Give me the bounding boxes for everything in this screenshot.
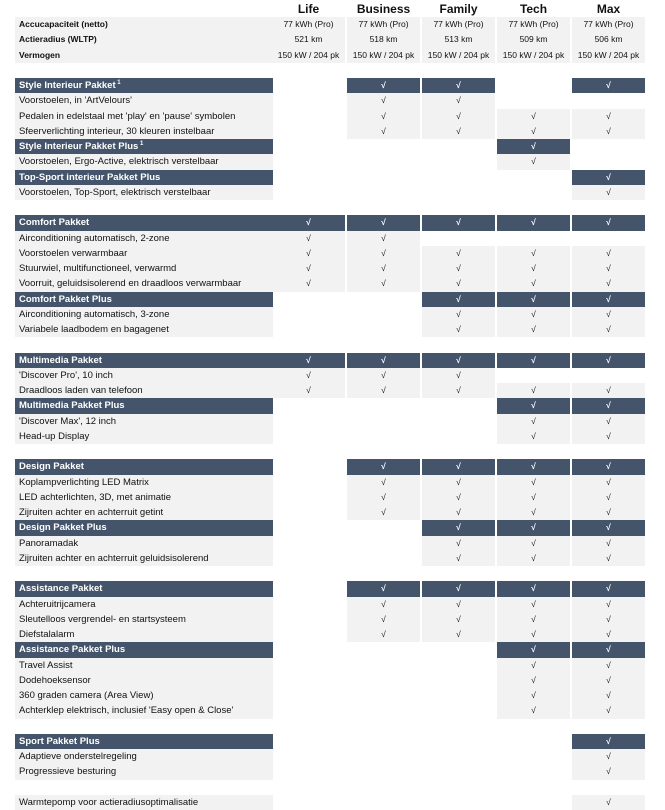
spacer	[15, 444, 665, 459]
spec-value: 518 km	[347, 32, 420, 47]
spec-value: 150 kW / 204 pk	[572, 48, 645, 63]
row-label-text: Sport Pakket Plus	[19, 735, 100, 747]
check-cell: √	[347, 231, 420, 246]
feature-row	[15, 688, 665, 703]
feature-row	[15, 795, 665, 810]
check-cell: √	[272, 353, 345, 368]
row-label	[15, 703, 273, 718]
package-row	[15, 292, 665, 307]
check-cell: √	[572, 597, 645, 612]
feature-row	[15, 612, 665, 627]
check-cell: √	[347, 215, 420, 230]
footnote-marker: 1	[138, 140, 144, 147]
feature-row	[15, 658, 665, 673]
row-label	[15, 688, 273, 703]
check-cell: √	[497, 597, 570, 612]
row-label	[15, 429, 273, 444]
row-label-text: Pedalen in edelstaal met 'play' en 'pause' symbolen	[19, 110, 236, 122]
spacer	[15, 780, 665, 795]
check-cell: √	[572, 627, 645, 642]
package-name	[15, 642, 273, 657]
check-cell: √	[497, 536, 570, 551]
check-cell: √	[422, 612, 495, 627]
feature-row	[15, 764, 665, 779]
package-row	[15, 78, 665, 93]
footnote-marker: 1	[115, 79, 121, 86]
check-cell: √	[497, 612, 570, 627]
row-label	[15, 124, 273, 139]
package-row	[15, 139, 665, 154]
row-label-text: Top-Sport interieur Pakket Plus	[19, 171, 161, 183]
check-cell: √	[572, 215, 645, 230]
spacer	[15, 63, 665, 78]
check-cell: √	[572, 276, 645, 291]
check-cell: √	[347, 246, 420, 261]
row-label-text: Zijruiten achter en achterruit getint	[19, 507, 164, 518]
row-label-text: Sleutelloos vergrendel- en startsysteem	[19, 613, 186, 625]
check-cell: √	[272, 276, 345, 291]
check-cell: √	[422, 475, 495, 490]
row-label-text: Multimedia Pakket	[19, 354, 102, 366]
check-cell: √	[347, 276, 420, 291]
row-label-text: Travel Assist	[19, 659, 73, 671]
feature-row	[15, 551, 665, 566]
check-cell: √	[422, 276, 495, 291]
column-header-business: Business	[356, 2, 411, 16]
check-cell: √	[347, 93, 420, 108]
check-cell: √	[497, 688, 570, 703]
check-cell: √	[422, 322, 495, 337]
check-cell: √	[572, 536, 645, 551]
row-label-text: Multimedia Pakket Plus	[19, 400, 125, 412]
package-name	[15, 581, 273, 596]
check-cell: √	[497, 139, 570, 154]
row-label-text: Style Interieur Pakket Plus	[19, 141, 139, 152]
row-label-text: Airconditioning automatisch, 2-zone	[19, 232, 170, 244]
row-label	[15, 612, 273, 627]
spec-value: 77 kWh (Pro)	[347, 17, 420, 32]
spec-value: 150 kW / 204 pk	[347, 48, 420, 63]
feature-row	[15, 475, 665, 490]
check-cell: √	[497, 459, 570, 474]
check-cell: √	[497, 703, 570, 718]
check-cell: √	[497, 490, 570, 505]
check-cell: √	[422, 124, 495, 139]
check-cell: √	[497, 551, 570, 566]
feature-row	[15, 322, 665, 337]
row-label	[15, 597, 273, 612]
row-label	[15, 185, 273, 200]
row-label	[15, 764, 273, 779]
check-cell: √	[422, 551, 495, 566]
row-label-text: Vermogen	[19, 49, 61, 60]
row-label	[15, 276, 273, 291]
check-cell: √	[497, 581, 570, 596]
check-cell: √	[347, 597, 420, 612]
check-cell: √	[272, 261, 345, 276]
check-cell: √	[422, 627, 495, 642]
row-label	[15, 261, 273, 276]
row-label-text: Head-up Display	[19, 430, 90, 442]
check-cell: √	[572, 78, 645, 93]
check-cell: √	[347, 581, 420, 596]
check-cell: √	[572, 124, 645, 139]
spec-value: 509 km	[497, 32, 570, 47]
check-cell: √	[572, 505, 645, 520]
check-cell: √	[572, 109, 645, 124]
check-cell: √	[422, 581, 495, 596]
package-name	[15, 353, 273, 368]
row-label	[15, 490, 273, 505]
check-cell: √	[422, 78, 495, 93]
check-cell: √	[572, 581, 645, 596]
row-label	[15, 48, 273, 63]
package-row	[15, 642, 665, 657]
row-label-text: Stuurwiel, multifunctioneel, verwarmd	[19, 263, 177, 274]
feature-row	[15, 185, 665, 200]
spec-value: 77 kWh (Pro)	[422, 17, 495, 32]
check-cell: √	[572, 612, 645, 627]
row-label-text: Voorstoelen, Ergo-Active, elektrisch verstelbaar	[19, 156, 219, 168]
row-label	[15, 749, 273, 764]
row-label-text: 'Discover Max', 12 inch	[19, 415, 117, 427]
spec-value: 521 km	[272, 32, 345, 47]
feature-row	[15, 276, 665, 291]
check-cell: √	[422, 353, 495, 368]
row-label-text: Panoramadak	[19, 537, 79, 549]
feature-row	[15, 536, 665, 551]
spec-value: 77 kWh (Pro)	[497, 17, 570, 32]
column-header-life: Life	[297, 2, 320, 16]
spec-row	[15, 17, 665, 32]
check-cell: √	[347, 505, 420, 520]
column-header	[0, 0, 665, 16]
row-label-text: 'Discover Pro', 10 inch	[19, 369, 113, 381]
spec-value: 506 km	[572, 32, 645, 47]
check-cell: √	[497, 276, 570, 291]
package-name	[15, 139, 273, 154]
check-cell: √	[572, 383, 645, 398]
package-name	[15, 292, 273, 307]
check-cell: √	[572, 658, 645, 673]
check-cell: √	[422, 505, 495, 520]
check-cell: √	[572, 398, 645, 413]
check-cell: √	[347, 353, 420, 368]
check-cell: √	[347, 459, 420, 474]
feature-row	[15, 307, 665, 322]
row-label	[15, 795, 273, 810]
check-cell: √	[422, 520, 495, 535]
check-cell: √	[572, 673, 645, 688]
check-cell: √	[272, 231, 345, 246]
row-label-text: Design Pakket Plus	[19, 522, 107, 534]
feature-row	[15, 627, 665, 642]
feature-row	[15, 505, 665, 520]
feature-row	[15, 383, 665, 398]
feature-row	[15, 93, 665, 108]
row-label-text: Diefstalalarm	[19, 629, 75, 640]
row-label-text: Assistance Pakket Plus	[19, 644, 126, 656]
check-cell: √	[572, 642, 645, 657]
row-label	[15, 322, 273, 337]
check-cell: √	[422, 536, 495, 551]
check-cell: √	[272, 215, 345, 230]
row-label-text: Voorruit, geluidsisolerend en draadloos verwarmbaar	[19, 278, 242, 290]
spec-value: 77 kWh (Pro)	[272, 17, 345, 32]
check-cell: √	[497, 124, 570, 139]
row-label-text: Achteruitrijcamera	[19, 598, 96, 610]
check-cell: √	[572, 170, 645, 185]
check-cell: √	[347, 475, 420, 490]
check-cell: √	[497, 642, 570, 657]
feature-row	[15, 261, 665, 276]
check-cell: √	[422, 383, 495, 398]
check-cell: √	[497, 353, 570, 368]
package-row	[15, 353, 665, 368]
check-cell: √	[422, 459, 495, 474]
check-cell: √	[422, 597, 495, 612]
package-row	[15, 734, 665, 749]
row-label	[15, 505, 273, 520]
row-label-text: Airconditioning automatisch, 3-zone	[19, 308, 170, 320]
check-cell: √	[497, 627, 570, 642]
check-cell: √	[347, 368, 420, 383]
row-label-text: Comfort Pakket Plus	[19, 293, 112, 305]
check-cell: √	[422, 215, 495, 230]
feature-row	[15, 749, 665, 764]
spec-value: 150 kW / 204 pk	[497, 48, 570, 63]
check-cell: √	[497, 292, 570, 307]
check-cell: √	[572, 749, 645, 764]
row-label-text: Design Pakket	[19, 461, 84, 473]
row-label-text: Draadloos laden van telefoon	[19, 385, 143, 396]
spec-value: 150 kW / 204 pk	[272, 48, 345, 63]
row-label	[15, 109, 273, 124]
feature-row	[15, 597, 665, 612]
check-cell: √	[347, 78, 420, 93]
row-label	[15, 368, 273, 383]
check-cell: √	[497, 429, 570, 444]
row-label-text: LED achterlichten, 3D, met animatie	[19, 491, 172, 503]
row-label-text: Koplampverlichting LED Matrix	[19, 476, 149, 488]
row-label	[15, 154, 273, 169]
row-label-text: Actieradius (WLTP)	[19, 34, 97, 45]
row-label-text: Progressieve besturing	[19, 766, 117, 778]
feature-row	[15, 154, 665, 169]
feature-row	[15, 429, 665, 444]
check-cell: √	[497, 322, 570, 337]
check-cell: √	[572, 490, 645, 505]
check-cell: √	[572, 246, 645, 261]
check-cell: √	[572, 551, 645, 566]
row-label	[15, 32, 273, 47]
row-label	[15, 414, 273, 429]
check-cell: √	[347, 124, 420, 139]
row-label-text: Dodehoeksensor	[19, 674, 91, 686]
check-cell: √	[572, 475, 645, 490]
check-cell: √	[572, 322, 645, 337]
check-cell: √	[422, 307, 495, 322]
check-cell: √	[572, 520, 645, 535]
check-cell: √	[572, 185, 645, 200]
row-label-text: Voorstoelen, Top-Sport, elektrisch verstelbaar	[19, 186, 211, 198]
row-label-text: Sfeerverlichting interieur, 30 kleuren instelbaar	[19, 125, 215, 137]
check-cell: √	[347, 490, 420, 505]
spacer	[15, 200, 665, 215]
row-label	[15, 673, 273, 688]
package-row	[15, 459, 665, 474]
check-cell: √	[497, 475, 570, 490]
check-cell: √	[422, 368, 495, 383]
check-cell: √	[497, 383, 570, 398]
options-table	[15, 17, 665, 810]
spec-value: 513 km	[422, 32, 495, 47]
package-name	[15, 734, 273, 749]
row-label	[15, 93, 273, 108]
check-cell: √	[572, 292, 645, 307]
spacer	[15, 566, 665, 581]
row-label-text: Variabele laadbodem en bagagenet	[19, 324, 169, 335]
row-label-text: Style Interieur Pakket	[19, 80, 116, 91]
check-cell: √	[497, 215, 570, 230]
feature-row	[15, 124, 665, 139]
package-row	[15, 581, 665, 596]
check-cell: √	[572, 429, 645, 444]
feature-row	[15, 414, 665, 429]
spec-row	[15, 48, 665, 63]
package-row	[15, 398, 665, 413]
spec-row	[15, 32, 665, 47]
package-name	[15, 459, 273, 474]
spacer	[15, 719, 665, 734]
check-cell: √	[422, 261, 495, 276]
check-cell: √	[347, 627, 420, 642]
row-label-text: Warmtepomp voor actieradiusoptimalisatie	[19, 796, 199, 808]
row-label	[15, 627, 273, 642]
spec-value: 150 kW / 204 pk	[422, 48, 495, 63]
row-label-text: Voorstoelen verwarmbaar	[19, 247, 128, 259]
check-cell: √	[497, 307, 570, 322]
check-cell: √	[572, 764, 645, 779]
check-cell: √	[572, 261, 645, 276]
check-cell: √	[497, 246, 570, 261]
column-header-family: Family	[439, 2, 478, 16]
check-cell: √	[272, 383, 345, 398]
check-cell: √	[272, 246, 345, 261]
check-cell: √	[422, 490, 495, 505]
feature-row	[15, 368, 665, 383]
check-cell: √	[497, 414, 570, 429]
feature-row	[15, 231, 665, 246]
row-label	[15, 551, 273, 566]
check-cell: √	[572, 353, 645, 368]
column-header-tech: Tech	[519, 2, 548, 16]
package-row	[15, 520, 665, 535]
spacer	[15, 337, 665, 352]
check-cell: √	[572, 459, 645, 474]
check-cell: √	[497, 658, 570, 673]
check-cell: √	[497, 109, 570, 124]
package-name	[15, 215, 273, 230]
check-cell: √	[572, 414, 645, 429]
check-cell: √	[422, 246, 495, 261]
package-name	[15, 398, 273, 413]
check-cell: √	[422, 93, 495, 108]
check-cell: √	[572, 307, 645, 322]
check-cell: √	[497, 261, 570, 276]
check-cell: √	[497, 520, 570, 535]
row-label	[15, 246, 273, 261]
row-label-text: Voorstoelen, in 'ArtVelours'	[19, 95, 132, 107]
check-cell: √	[572, 795, 645, 810]
row-label-text: Accucapaciteit (netto)	[19, 19, 108, 29]
check-cell: √	[497, 505, 570, 520]
row-label	[15, 536, 273, 551]
package-row	[15, 215, 665, 230]
check-cell: √	[422, 109, 495, 124]
package-name	[15, 78, 273, 93]
column-header-max: Max	[596, 2, 621, 16]
row-label	[15, 383, 273, 398]
row-label-text: Zijruiten achter en achterruit geluidsisolerend	[19, 552, 209, 564]
check-cell: √	[572, 703, 645, 718]
package-name	[15, 170, 273, 185]
check-cell: √	[347, 261, 420, 276]
check-cell: √	[422, 292, 495, 307]
check-cell: √	[347, 383, 420, 398]
row-label-text: Achterklep elektrisch, inclusief 'Easy open & Close'	[19, 705, 234, 717]
row-label	[15, 475, 273, 490]
feature-row	[15, 109, 665, 124]
row-label-text: 360 graden camera (Area View)	[19, 690, 154, 701]
check-cell: √	[497, 398, 570, 413]
feature-row	[15, 490, 665, 505]
spec-value: 77 kWh (Pro)	[572, 17, 645, 32]
row-label	[15, 307, 273, 322]
check-cell: √	[272, 368, 345, 383]
row-label	[15, 17, 273, 32]
feature-row	[15, 673, 665, 688]
feature-row	[15, 703, 665, 718]
check-cell: √	[497, 154, 570, 169]
row-label-text: Assistance Pakket	[19, 583, 103, 595]
check-cell: √	[347, 109, 420, 124]
check-cell: √	[497, 673, 570, 688]
check-cell: √	[572, 734, 645, 749]
package-row	[15, 170, 665, 185]
feature-row	[15, 246, 665, 261]
row-label	[15, 658, 273, 673]
check-cell: √	[572, 688, 645, 703]
row-label	[15, 231, 273, 246]
row-label-text: Adaptieve onderstelregeling	[19, 751, 137, 762]
row-label-text: Comfort Pakket	[19, 217, 90, 229]
check-cell: √	[347, 612, 420, 627]
package-name	[15, 520, 273, 535]
